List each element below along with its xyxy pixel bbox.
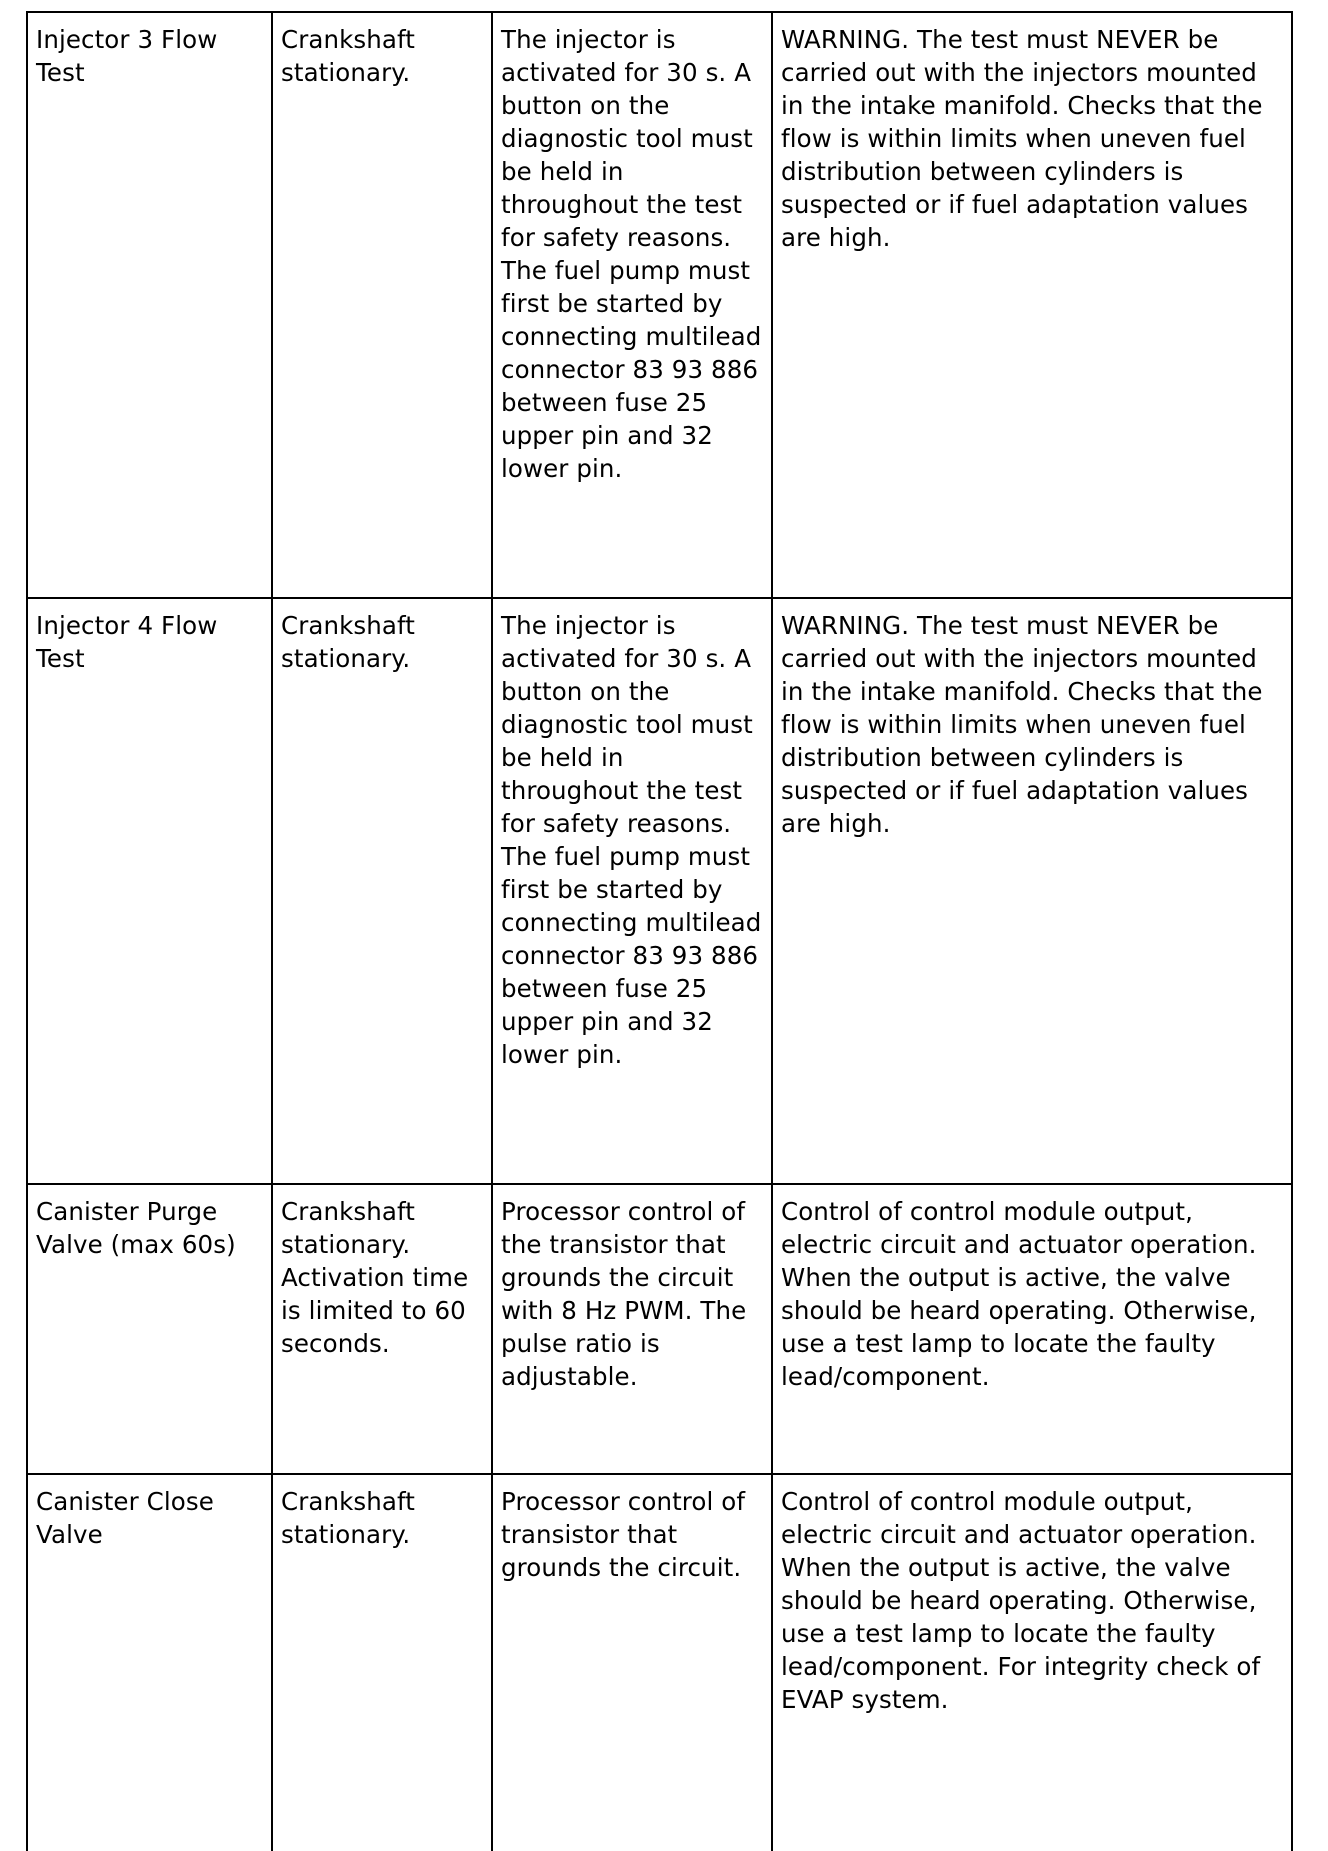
activation-cell: [492, 12, 772, 598]
activation-text: The injector is activated for 30 s. A button on the diagnostic tool must be held in throughout the test for safety reasons. The fuel pump must first be started by connecting multilead connector 83 93 886 between fuse 25 upper pin and 32 lower pin.: [501, 25, 762, 483]
condition-text: Crankshaft stationary. Activation time is limited to 60 seconds.: [281, 1197, 469, 1358]
notes-cell: [772, 1184, 1292, 1474]
table-row: [27, 1474, 1292, 1851]
condition-cell: [272, 12, 492, 598]
test-name: Injector 3 Flow Test: [36, 25, 218, 87]
notes-cell: [772, 1474, 1292, 1851]
notes-text: WARNING. The test must NEVER be carried out with the injectors mounted in the intake manifold. Checks that the flow is within limits when uneven fuel distribution between cylinders is suspected or if fuel adaptation values are high.: [781, 611, 1263, 838]
condition-text: Crankshaft stationary.: [281, 25, 416, 87]
table-row: [27, 598, 1292, 1184]
test-name-cell: [27, 12, 272, 598]
condition-cell: [272, 1184, 492, 1474]
actuator-test-table: [26, 11, 1293, 1851]
activation-text: Processor control of the transistor that grounds the circuit with 8 Hz PWM. The pulse ratio is adjustable.: [501, 1197, 747, 1391]
notes-text: WARNING. The test must NEVER be carried out with the injectors mounted in the intake manifold. Checks that the flow is within limits when uneven fuel distribution between cylinders is suspected or if fuel adaptation values are high.: [781, 25, 1263, 252]
test-name-cell: [27, 598, 272, 1184]
condition-cell: [272, 1474, 492, 1851]
test-name: Canister Close Valve: [36, 1487, 214, 1549]
test-name-cell: [27, 1184, 272, 1474]
test-name: Canister Purge Valve (max 60s): [36, 1197, 236, 1259]
notes-text: Control of control module output, electric circuit and actuator operation. When the output is active, the valve should be heard operating. Otherwise, use a test lamp to locate the faulty lead/component.: [781, 1197, 1257, 1391]
condition-text: Crankshaft stationary.: [281, 611, 416, 673]
activation-cell: [492, 598, 772, 1184]
table-row: [27, 1184, 1292, 1474]
activation-cell: [492, 1184, 772, 1474]
notes-text: Control of control module output, electric circuit and actuator operation. When the output is active, the valve should be heard operating. Otherwise, use a test lamp to locate the faulty lead/component. For integrity check of EVAP system.: [781, 1487, 1261, 1714]
test-name: Injector 4 Flow Test: [36, 611, 218, 673]
table-row: [27, 12, 1292, 598]
activation-text: The injector is activated for 30 s. A button on the diagnostic tool must be held in throughout the test for safety reasons. The fuel pump must first be started by connecting multilead connector 83 93 886 between fuse 25 upper pin and 32 lower pin.: [501, 611, 762, 1069]
condition-text: Crankshaft stationary.: [281, 1487, 416, 1549]
activation-text: Processor control of transistor that grounds the circuit.: [501, 1487, 746, 1582]
condition-cell: [272, 598, 492, 1184]
test-name-cell: [27, 1474, 272, 1851]
notes-cell: [772, 598, 1292, 1184]
notes-cell: [772, 12, 1292, 598]
activation-cell: [492, 1474, 772, 1851]
